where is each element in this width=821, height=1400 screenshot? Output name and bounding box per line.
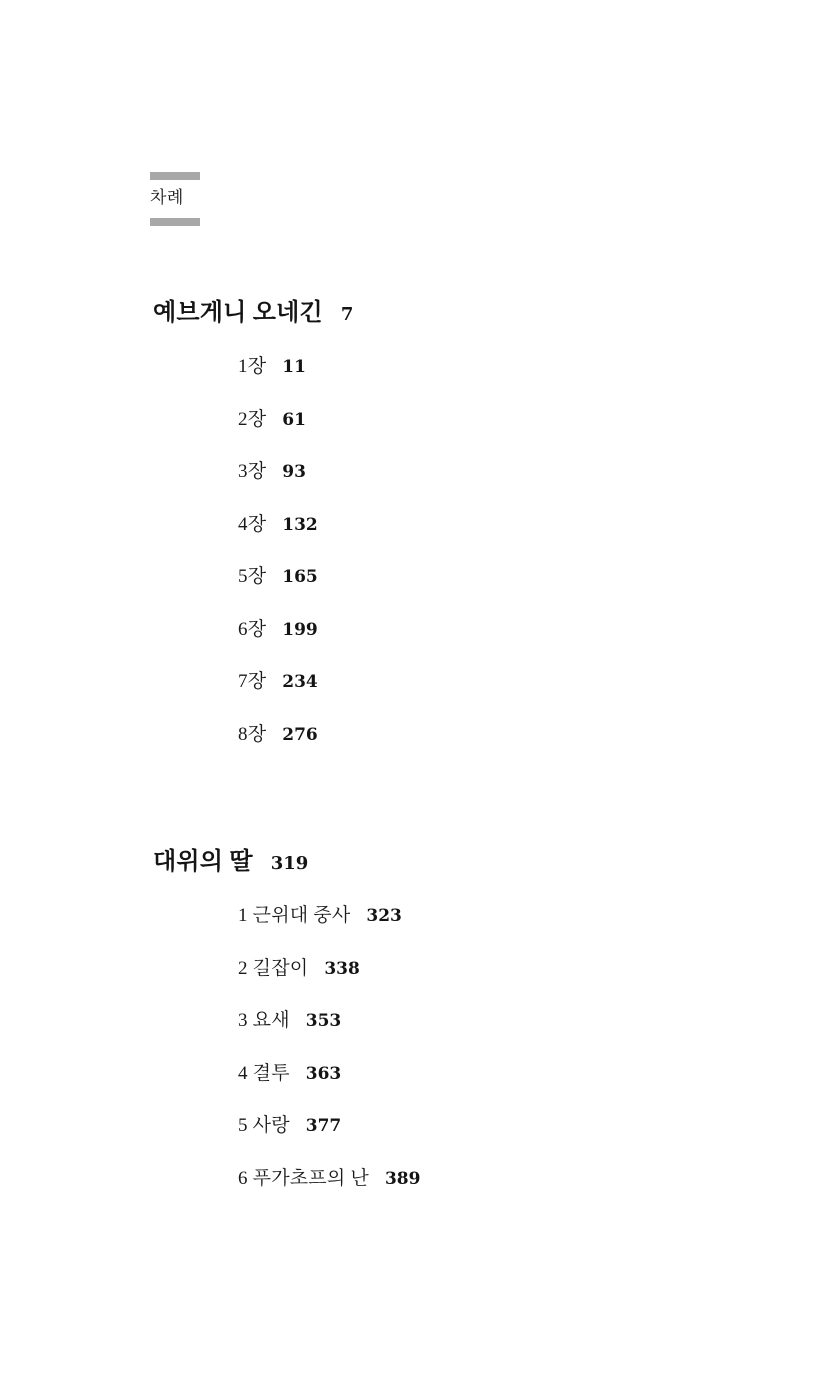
- toc-entry[interactable]: [0, 404, 821, 457]
- toc-entry[interactable]: [0, 900, 821, 953]
- toc-entry[interactable]: [0, 1058, 821, 1111]
- toc-entry-page: 338: [324, 958, 360, 979]
- toc-entry-label: 7장: [238, 671, 267, 692]
- toc-section: [0, 292, 821, 771]
- section-title: 예브게니 오네긴: [153, 300, 323, 326]
- toc-section: [0, 841, 821, 1215]
- toc-entry-label: 2장: [238, 408, 267, 430]
- toc-entry-label: 3 요새: [238, 1010, 290, 1031]
- toc-entry[interactable]: [0, 614, 821, 667]
- toc-entry[interactable]: [0, 561, 821, 614]
- toc-entry-label: 5 사랑: [238, 1115, 290, 1136]
- toc-entry-label: 3장: [238, 461, 267, 482]
- section-entries: [0, 900, 821, 1215]
- toc-title: 차례: [150, 188, 184, 207]
- toc-entry[interactable]: [0, 351, 821, 404]
- toc-entry-label: 6장: [238, 618, 267, 640]
- toc-entry[interactable]: [0, 1110, 821, 1163]
- toc-entry-label: 8장: [238, 723, 267, 745]
- toc-entry[interactable]: [0, 1005, 821, 1058]
- toc-entry-label: 4 결투: [238, 1062, 290, 1084]
- toc-entry-page: 353: [305, 1011, 342, 1031]
- toc-entry-page: 363: [305, 1063, 342, 1084]
- toc-entry[interactable]: [0, 953, 821, 1006]
- toc-entry-page: 11: [282, 357, 306, 377]
- toc-entry-label: 6 푸가초프의 난: [238, 1167, 369, 1189]
- toc-entry-label: 1 근위대 중사: [238, 905, 351, 926]
- section-title: 대위의 딸: [153, 849, 253, 875]
- header-rule-top: [150, 172, 200, 180]
- toc-entry[interactable]: [0, 719, 821, 772]
- toc-entry-page: 93: [282, 462, 306, 482]
- toc-entry-label: 1장: [238, 356, 267, 377]
- toc-entry-page: 276: [282, 724, 318, 745]
- toc-entry[interactable]: [0, 1163, 821, 1216]
- toc-entry-page: 377: [305, 1116, 342, 1136]
- toc-entry-page: 234: [282, 672, 318, 692]
- toc-entry[interactable]: [0, 456, 821, 509]
- section-heading[interactable]: [0, 841, 821, 876]
- toc-entry[interactable]: [0, 509, 821, 562]
- toc-entry-page: 389: [384, 1168, 421, 1189]
- section-entries: [0, 351, 821, 771]
- toc-header: [150, 172, 350, 226]
- toc-entry-page: 199: [282, 619, 318, 640]
- toc-sections: [0, 292, 821, 1215]
- toc-entry-page: 132: [282, 514, 318, 535]
- toc-entry-label: 5장: [238, 566, 267, 587]
- toc-entry[interactable]: [0, 666, 821, 719]
- header-rule-bottom: [150, 218, 200, 226]
- toc-entry-label: 2 길잡이: [238, 957, 309, 979]
- section-page-number: 7: [340, 304, 354, 325]
- toc-entry-page: 323: [366, 906, 402, 926]
- section-page-number: 319: [270, 853, 309, 874]
- toc-entry-label: 4장: [238, 513, 267, 535]
- toc-entry-page: 61: [282, 409, 306, 430]
- toc-entry-page: 165: [282, 567, 318, 587]
- section-heading[interactable]: [0, 292, 821, 327]
